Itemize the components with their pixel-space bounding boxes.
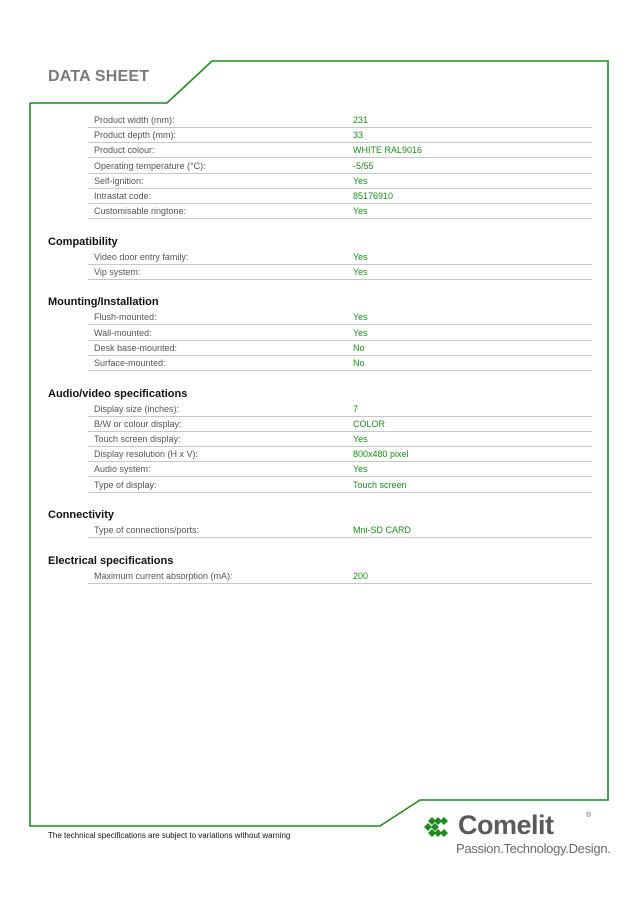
spec-label: Display resolution (H x V): [94, 449, 199, 459]
spec-value: Mni-SD CARD [353, 525, 412, 535]
spec-row [88, 522, 592, 538]
spec-row [88, 401, 592, 417]
spec-value: Yes [353, 328, 368, 338]
spec-label: Audio system: [94, 464, 151, 474]
spec-row [88, 112, 592, 128]
spec-row [88, 142, 592, 158]
spec-label: Video door entry family: [94, 252, 189, 262]
spec-row [88, 446, 592, 462]
spec-row [88, 173, 592, 189]
spec-value: COLOR [353, 419, 386, 429]
section-title-connectivity: Connectivity [48, 509, 115, 521]
spec-label: Self-ignition: [94, 176, 144, 186]
spec-row [88, 158, 592, 174]
spec-value: Yes [353, 206, 368, 216]
spec-row [88, 264, 592, 280]
spec-row [88, 355, 592, 371]
spec-label: Flush-mounted: [94, 312, 157, 322]
spec-value: No [353, 343, 365, 353]
spec-row [88, 431, 592, 447]
spec-label: Product width (mm): [94, 115, 175, 125]
spec-label: Vip system: [94, 267, 141, 277]
spec-label: Intrastat code: [94, 191, 152, 201]
spec-label: Display size (inches): [94, 404, 180, 414]
comelit-diamond-logo-icon [424, 814, 456, 840]
comelit-logo [424, 810, 611, 860]
section-title-mounting: Mounting/Installation [48, 296, 159, 308]
page-title: DATA SHEET [48, 68, 150, 85]
spec-value: WHITE RAL9016 [353, 145, 423, 155]
spec-row [88, 249, 592, 265]
spec-value: No [353, 358, 365, 368]
section-title-compatibility: Compatibility [48, 236, 118, 248]
spec-row [88, 461, 592, 477]
logo-tagline: Passion.Technology.Design. [456, 841, 611, 856]
registered-mark: ® [586, 812, 592, 819]
spec-row [88, 188, 592, 204]
spec-value: Yes [353, 176, 368, 186]
spec-label: Type of display: [94, 480, 157, 490]
spec-value: 33 [353, 130, 364, 140]
spec-label: Product depth (mm): [94, 130, 177, 140]
spec-row [88, 127, 592, 143]
spec-row [88, 340, 592, 356]
spec-value: Yes [353, 312, 368, 322]
spec-value: Touch screen [353, 480, 407, 490]
spec-label: Maximum current absorption (mA): [94, 571, 233, 581]
spec-label: Desk base-mounted: [94, 343, 178, 353]
spec-row [88, 416, 592, 432]
spec-value: Yes [353, 252, 368, 262]
spec-row [88, 203, 592, 219]
spec-value: Yes [353, 267, 368, 277]
footer-disclaimer: The technical specifications are subject to variations without warning [48, 831, 291, 840]
section-title-electrical: Electrical specifications [48, 555, 174, 567]
spec-value: 800x480 pixel [353, 449, 409, 459]
spec-value: 200 [353, 571, 369, 581]
spec-value: Yes [353, 464, 368, 474]
spec-value: 231 [353, 115, 369, 125]
spec-row [88, 309, 592, 325]
spec-label: Customisable ringtone: [94, 206, 187, 216]
spec-label: Operating temperature (°C): [94, 161, 206, 171]
spec-value: 7 [353, 404, 359, 414]
logo-wordmark: Comelit [458, 810, 554, 840]
spec-label: B/W or colour display: [94, 419, 182, 429]
spec-row [88, 568, 592, 584]
spec-label: Wall-mounted: [94, 328, 152, 338]
section-title-audio-video: Audio/video specifications [48, 388, 188, 400]
spec-label: Surface-mounted: [94, 358, 166, 368]
spec-label: Type of connections/ports: [94, 525, 200, 535]
spec-value: Yes [353, 434, 368, 444]
spec-label: Touch screen display: [94, 434, 181, 444]
spec-value: -5/55 [353, 161, 374, 171]
spec-row [88, 325, 592, 341]
spec-label: Product colour: [94, 145, 155, 155]
spec-value: 85176910 [353, 191, 394, 201]
spec-row [88, 477, 592, 493]
